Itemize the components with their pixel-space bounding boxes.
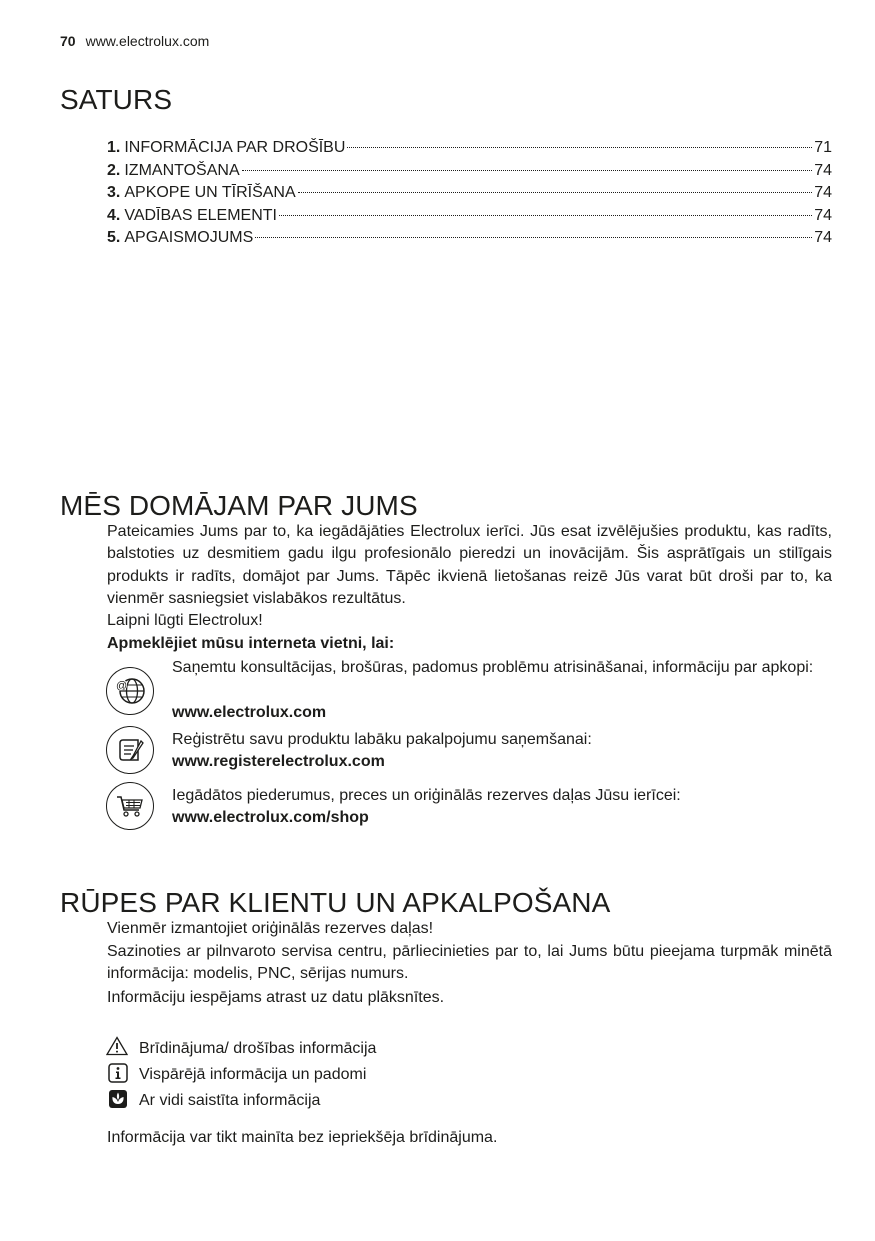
legend-environment-label: Ar vidi saistīta informācija	[139, 1092, 321, 1109]
toc-page: 71	[814, 139, 832, 156]
care-line-2: Sazinoties ar pilnvaroto servisa centru, pārliecinieties par to, lai Jums būtu pieejama turpmāk minētā informācija: modelis, PNC, sērijas numurs.	[107, 943, 832, 983]
toc-page: 74	[814, 184, 832, 201]
intro-paragraph: Pateicamies Jums par to, ka iegādājāties Electrolux ierīci. Jūs esat izvēlējušies produktu, kas radīts, balstoties uz desmitiem gadu ilgu profesionālo pieredzi un inovācijām. Šis asprātīgais un stilīgais produkts ir radīts, domājot par Jums. Tāpēc ikvienā lietošanas reizē Jūs varat būt droši par to, ka vienmēr sasniegsiet vislabākos rezultātus.	[107, 523, 832, 607]
care-line-3: Informāciju iespējams atrast uz datu plāksnītes.	[107, 989, 445, 1006]
legend-warning-label: Brīdinājuma/ drošības informācija	[139, 1040, 377, 1057]
page-header	[60, 33, 209, 49]
thinking-title: MĒS DOMĀJAM PAR JUMS	[60, 490, 418, 521]
warning-icon	[106, 1036, 128, 1056]
web-globe-icon	[106, 667, 154, 715]
toc-label: APGAISMOJUMS	[124, 229, 254, 246]
footer-note: Informācija var tikt mainīta bez iepriekšēja brīdinājuma.	[107, 1129, 498, 1146]
electrolux-link[interactable]: www.electrolux.com	[172, 704, 327, 721]
welcome-text: Laipni lūgti Electrolux!	[107, 612, 263, 629]
toc-item[interactable]: 3. APKOPE UN TĪRĪŠANA 74	[107, 182, 832, 205]
toc-item[interactable]: 4. VADĪBAS ELEMENTI 74	[107, 205, 832, 228]
toc-page: 74	[814, 161, 832, 179]
toc-item[interactable]: 1. INFORMĀCIJA PAR DROŠĪBU 71	[107, 137, 832, 160]
toc-item[interactable]: 2. IZMANTOŠANA 74	[107, 160, 832, 183]
toc-item[interactable]: 5. APGAISMOJUMS 74	[107, 227, 832, 250]
toc-page: 74	[814, 206, 832, 224]
info-icon	[107, 1063, 129, 1083]
link-description: Saņemtu konsultācijas, brošūras, padomus problēmu atrisināšanai, informāciju par apkopi:	[172, 659, 814, 676]
shopping-cart-icon	[106, 782, 154, 830]
page-number: 70	[60, 33, 76, 49]
environment-icon	[107, 1089, 129, 1109]
register-document-icon	[106, 726, 154, 774]
care-title: RŪPES PAR KLIENTU UN APKALPOŠANA	[60, 887, 611, 918]
register-link[interactable]: www.registerelectrolux.com	[172, 753, 385, 770]
link-description: Iegādātos piederumus, preces un oriģinālās rezerves daļas Jūsu ierīcei:	[172, 787, 681, 804]
visit-heading: Apmeklējiet mūsu interneta vietni, lai:	[107, 635, 395, 652]
shop-link[interactable]: www.electrolux.com/shop	[172, 809, 369, 826]
toc-page: 74	[814, 229, 832, 246]
care-line-1: Vienmēr izmantojiet oriģinālās rezerves daļas!	[107, 920, 434, 937]
table-of-contents	[107, 137, 832, 250]
toc-label: APKOPE UN TĪRĪŠANA	[124, 184, 296, 201]
legend-info-label: Vispārējā informācija un padomi	[139, 1066, 367, 1083]
header-url[interactable]: www.electrolux.com	[85, 33, 210, 49]
toc-label: INFORMĀCIJA PAR DROŠĪBU	[124, 139, 346, 156]
svg-text:@: @	[116, 680, 128, 692]
toc-label: VADĪBAS ELEMENTI	[124, 206, 277, 224]
contents-title: SATURS	[60, 84, 173, 115]
link-description: Reģistrētu savu produktu labāku pakalpojumu saņemšanai:	[172, 731, 592, 748]
toc-label: IZMANTOŠANA	[124, 161, 240, 179]
